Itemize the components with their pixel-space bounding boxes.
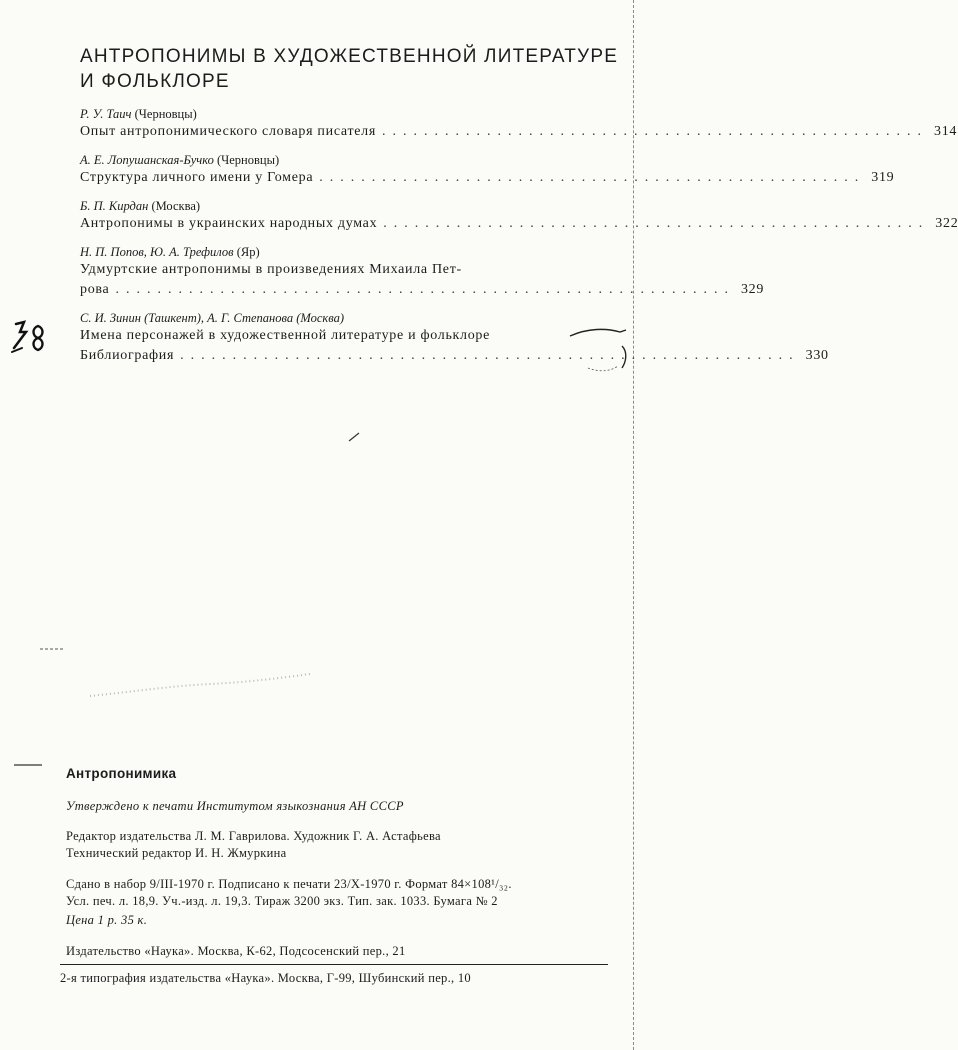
print-details-line-2: Усл. печ. л. 18,9. Уч.-изд. л. 19,3. Тираж 3200 экз. Тип. зак. 1033. Бумага № 2 bbox=[66, 894, 498, 908]
handwritten-margin-mark bbox=[10, 318, 56, 356]
toc-title-first-line: Имена персонажей в художественной литературе и фольклоре bbox=[80, 328, 491, 343]
toc-authors bbox=[80, 152, 628, 168]
pen-circle-mark bbox=[568, 322, 632, 374]
editor-line: Редактор издательства Л. М. Гаврилова. Художник Г. А. Астафьева bbox=[66, 829, 441, 843]
toc-authors bbox=[80, 310, 628, 326]
toc-title: Антропонимы в украинских народных думах bbox=[80, 216, 378, 231]
author-city: (Яр) bbox=[236, 245, 260, 259]
author-names: А. Е. Лопушанская-Бучко bbox=[80, 153, 214, 167]
author-city: (Черновцы) bbox=[216, 153, 280, 167]
toc-page-number: 319 bbox=[871, 170, 895, 185]
toc-authors bbox=[80, 106, 628, 122]
stray-mark bbox=[348, 432, 360, 442]
toc-entry-3 bbox=[80, 198, 958, 234]
section-title-line1: АНТРОПОНИМЫ В ХУДОЖЕСТВЕННОЙ ЛИТЕРАТУРЕ bbox=[80, 46, 619, 67]
dot-leader: .................................................... bbox=[382, 124, 929, 139]
toc-title: Структура личного имени у Гомера bbox=[80, 170, 314, 185]
toc-title-line bbox=[80, 346, 829, 366]
toc-title-first-line: Удмуртские антропонимы в произведениях Михаила Пет- bbox=[80, 262, 462, 277]
toc-entry-2 bbox=[80, 152, 895, 188]
typography-line: 2-я типография издательства «Наука». Москва, Г-99, Шубинский пер., 10 bbox=[60, 971, 471, 985]
author-line: С. И. Зинин (Ташкент), А. Г. Степанова (Москва) bbox=[80, 311, 345, 325]
tech-editor-line: Технический редактор И. Н. Жмуркина bbox=[66, 846, 287, 860]
toc-authors bbox=[80, 198, 628, 214]
toc-title-line bbox=[80, 214, 958, 234]
print-details-line-1: Сдано в набор 9/III-1970 г. Подписано к печати 23/X-1970 г. Формат 84×108¹/₃₂. bbox=[66, 877, 512, 891]
toc-entry-4 bbox=[80, 244, 765, 300]
colophon-divider bbox=[60, 964, 608, 965]
toc-page-number: 314 bbox=[934, 124, 958, 139]
book-title: Антропонимика bbox=[66, 766, 177, 781]
toc-page-number: 330 bbox=[805, 348, 829, 363]
toc-page-number: 322 bbox=[935, 216, 958, 231]
section-title bbox=[80, 44, 620, 94]
toc-entry-5 bbox=[80, 310, 829, 366]
author-names: Р. У. Таич bbox=[80, 107, 132, 121]
toc-title-line bbox=[80, 280, 765, 300]
price-line: Цена 1 р. 35 к. bbox=[66, 913, 148, 927]
toc-title-line bbox=[80, 122, 958, 142]
toc-authors bbox=[80, 244, 628, 260]
dot-leader: ........................................................... bbox=[115, 282, 735, 297]
author-city: (Черновцы) bbox=[134, 107, 197, 121]
toc-title: Опыт антропонимического словаря писателя bbox=[80, 124, 377, 139]
page-edge-line bbox=[633, 0, 635, 1050]
author-names: Б. П. Кирдан bbox=[80, 199, 149, 213]
left-margin-dash bbox=[40, 646, 64, 652]
toc-title-continued: рова bbox=[80, 282, 110, 297]
approval-line: Утверждено к печати Институтом языкознания АН СССР bbox=[66, 799, 404, 813]
toc-entry-1 bbox=[80, 106, 958, 142]
colophon-title bbox=[66, 766, 626, 782]
author-city: (Москва) bbox=[151, 199, 201, 213]
toc-page-number: 329 bbox=[740, 282, 765, 297]
toc-title-line bbox=[80, 168, 895, 188]
author-names: Н. П. Попов, Ю. А. Трефилов bbox=[80, 245, 234, 259]
section-title-line2: И ФОЛЬКЛОРЕ bbox=[80, 71, 230, 92]
dot-leader: .................................................... bbox=[319, 170, 866, 185]
dot-leader: ........................................................... bbox=[180, 348, 800, 363]
dot-leader: .................................................... bbox=[383, 216, 930, 231]
left-margin-dash bbox=[14, 762, 42, 768]
faint-smudge bbox=[90, 672, 310, 702]
publisher-line: Издательство «Наука». Москва, К-62, Подсосенский пер., 21 bbox=[66, 944, 406, 958]
toc-title-continued: Библиография bbox=[80, 348, 175, 363]
